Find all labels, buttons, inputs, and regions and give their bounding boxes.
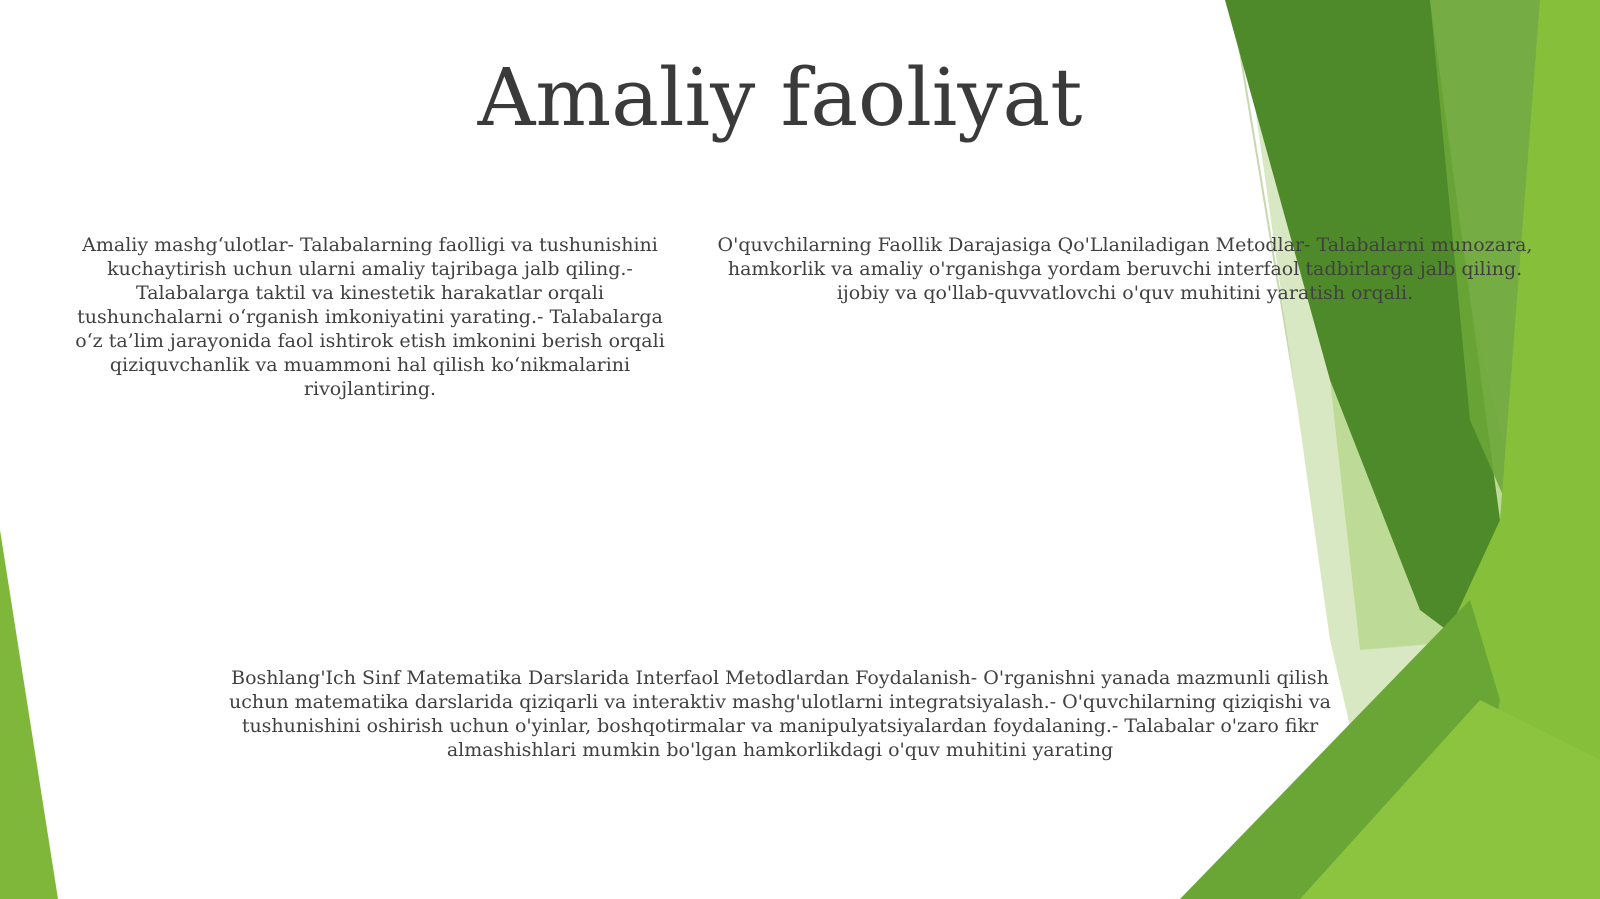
text-block-left: Amaliy mashg‘ulotlar- Talabalarning faolligi va tushunishini kuchaytirish uchun ularni amaliy tajribaga jalb qiling.- Talabalarga taktil va kinestetik harakatlar orqali tushunchalarni o‘rganish imkoniyatini yarating.- Talabalarga o‘z ta’lim jarayonida faol ishtirok etish imkonini berish orqali qiziquvchanlik va muammoni hal qilish ko‘nikmalarini rivojlantiring. <box>75 234 665 400</box>
text-block-right: O'quvchilarning Faollik Darajasiga Qo'Llaniladigan Metodlar- Talabalarni munozara, hamkorlik va amaliy o'rganishga yordam beruvchi interfaol tadbirlarga jalb qiling. ijobiy va qo'llab-quvvatlovchi o'quv muhitini yaratish orqali. <box>717 234 1533 304</box>
left-green-shape <box>0 530 58 899</box>
slide-title: Amaliy faoliyat <box>477 51 1083 144</box>
text-block-bottom: Boshlang'Ich Sinf Matematika Darslarida Interfaol Metodlardan Foydalanish- O'rganishni yanada mazmunli qilish uchun matematika darslarida qiziqarli va interaktiv mashg'ulotlarni integratsiyalash.- O'quvchilarning qiziqishi va tushunishini oshirish uchun o'yinlar, boshqotirmalar va manipulyatsiyalardan foydalaning.- Talabalar o'zaro fikr almashishlari mumkin bo'lgan hamkorlikdagi o'quv muhitini yarating <box>229 667 1331 761</box>
